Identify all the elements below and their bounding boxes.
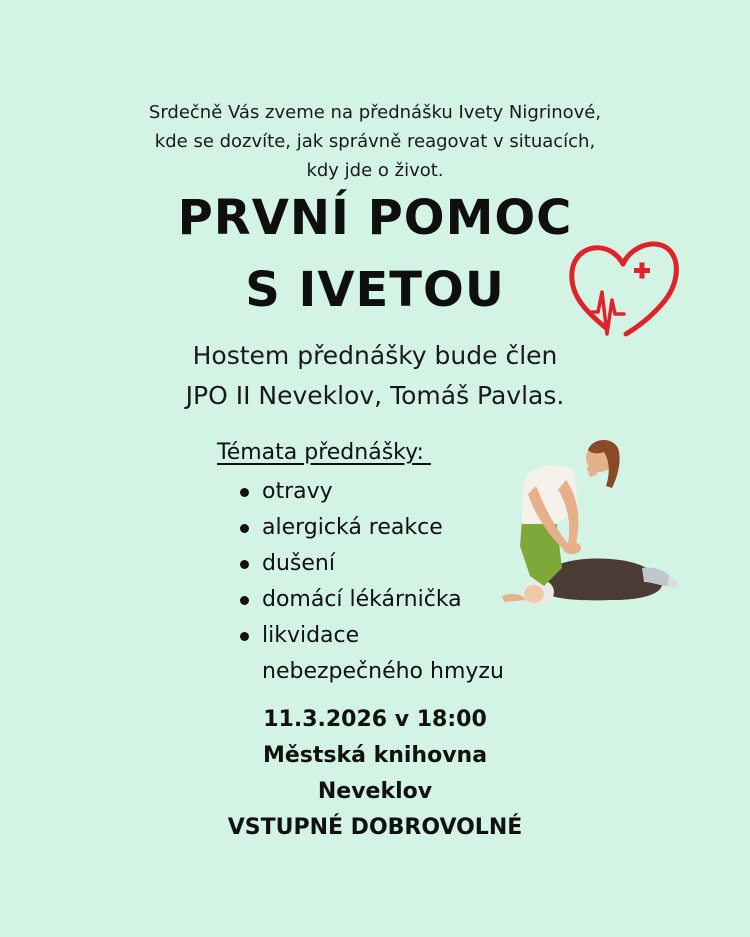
list-item-label: likvidace bbox=[262, 623, 360, 648]
list-item bbox=[236, 618, 504, 654]
topics-heading: Témata přednášky: bbox=[217, 440, 431, 465]
bullet-icon bbox=[240, 632, 249, 641]
list-item-label: otravy bbox=[262, 479, 333, 504]
heart-pulse-icon bbox=[566, 236, 680, 342]
cpr-illustration bbox=[492, 436, 682, 616]
event-details bbox=[0, 702, 750, 846]
guest-line: JPO II Neveklov, Tomáš Pavlas. bbox=[185, 381, 565, 410]
bullet-icon bbox=[240, 596, 249, 605]
event-venue-line-2: Neveklov bbox=[317, 779, 433, 804]
invitation-line: kdy jde o život. bbox=[306, 160, 444, 181]
list-item-label: alergická reakce bbox=[262, 515, 443, 540]
guest-text bbox=[0, 336, 750, 416]
list-item-label: domácí lékárnička bbox=[262, 587, 462, 612]
list-item-label: dušení bbox=[262, 551, 335, 576]
topics-list bbox=[236, 474, 504, 690]
event-venue-line-1: Městská knihovna bbox=[262, 743, 488, 768]
bullet-icon bbox=[240, 488, 249, 497]
invitation-line: kde se dozvíte, jak správně reagovat v situacích, bbox=[154, 131, 596, 152]
event-datetime: 11.3.2026 v 18:00 bbox=[263, 707, 487, 732]
list-item bbox=[236, 474, 504, 510]
bullet-icon bbox=[240, 524, 249, 533]
invitation-line: Srdečně Vás zveme na přednášku Ivety Nigrinové, bbox=[148, 102, 602, 123]
list-item-continuation bbox=[236, 654, 504, 690]
event-admission: VSTUPNÉ DOBROVOLNÉ bbox=[227, 815, 523, 840]
list-item bbox=[236, 546, 504, 582]
title-line-1: PRVNÍ POMOC bbox=[177, 190, 573, 246]
list-item bbox=[236, 582, 504, 618]
invitation-text bbox=[0, 98, 750, 185]
title-line-2: S IVETOU bbox=[245, 262, 505, 318]
list-item-label: nebezpečného hmyzu bbox=[262, 659, 504, 684]
guest-line: Hostem přednášky bude člen bbox=[192, 341, 558, 370]
list-item bbox=[236, 510, 504, 546]
bullet-icon bbox=[240, 560, 249, 569]
